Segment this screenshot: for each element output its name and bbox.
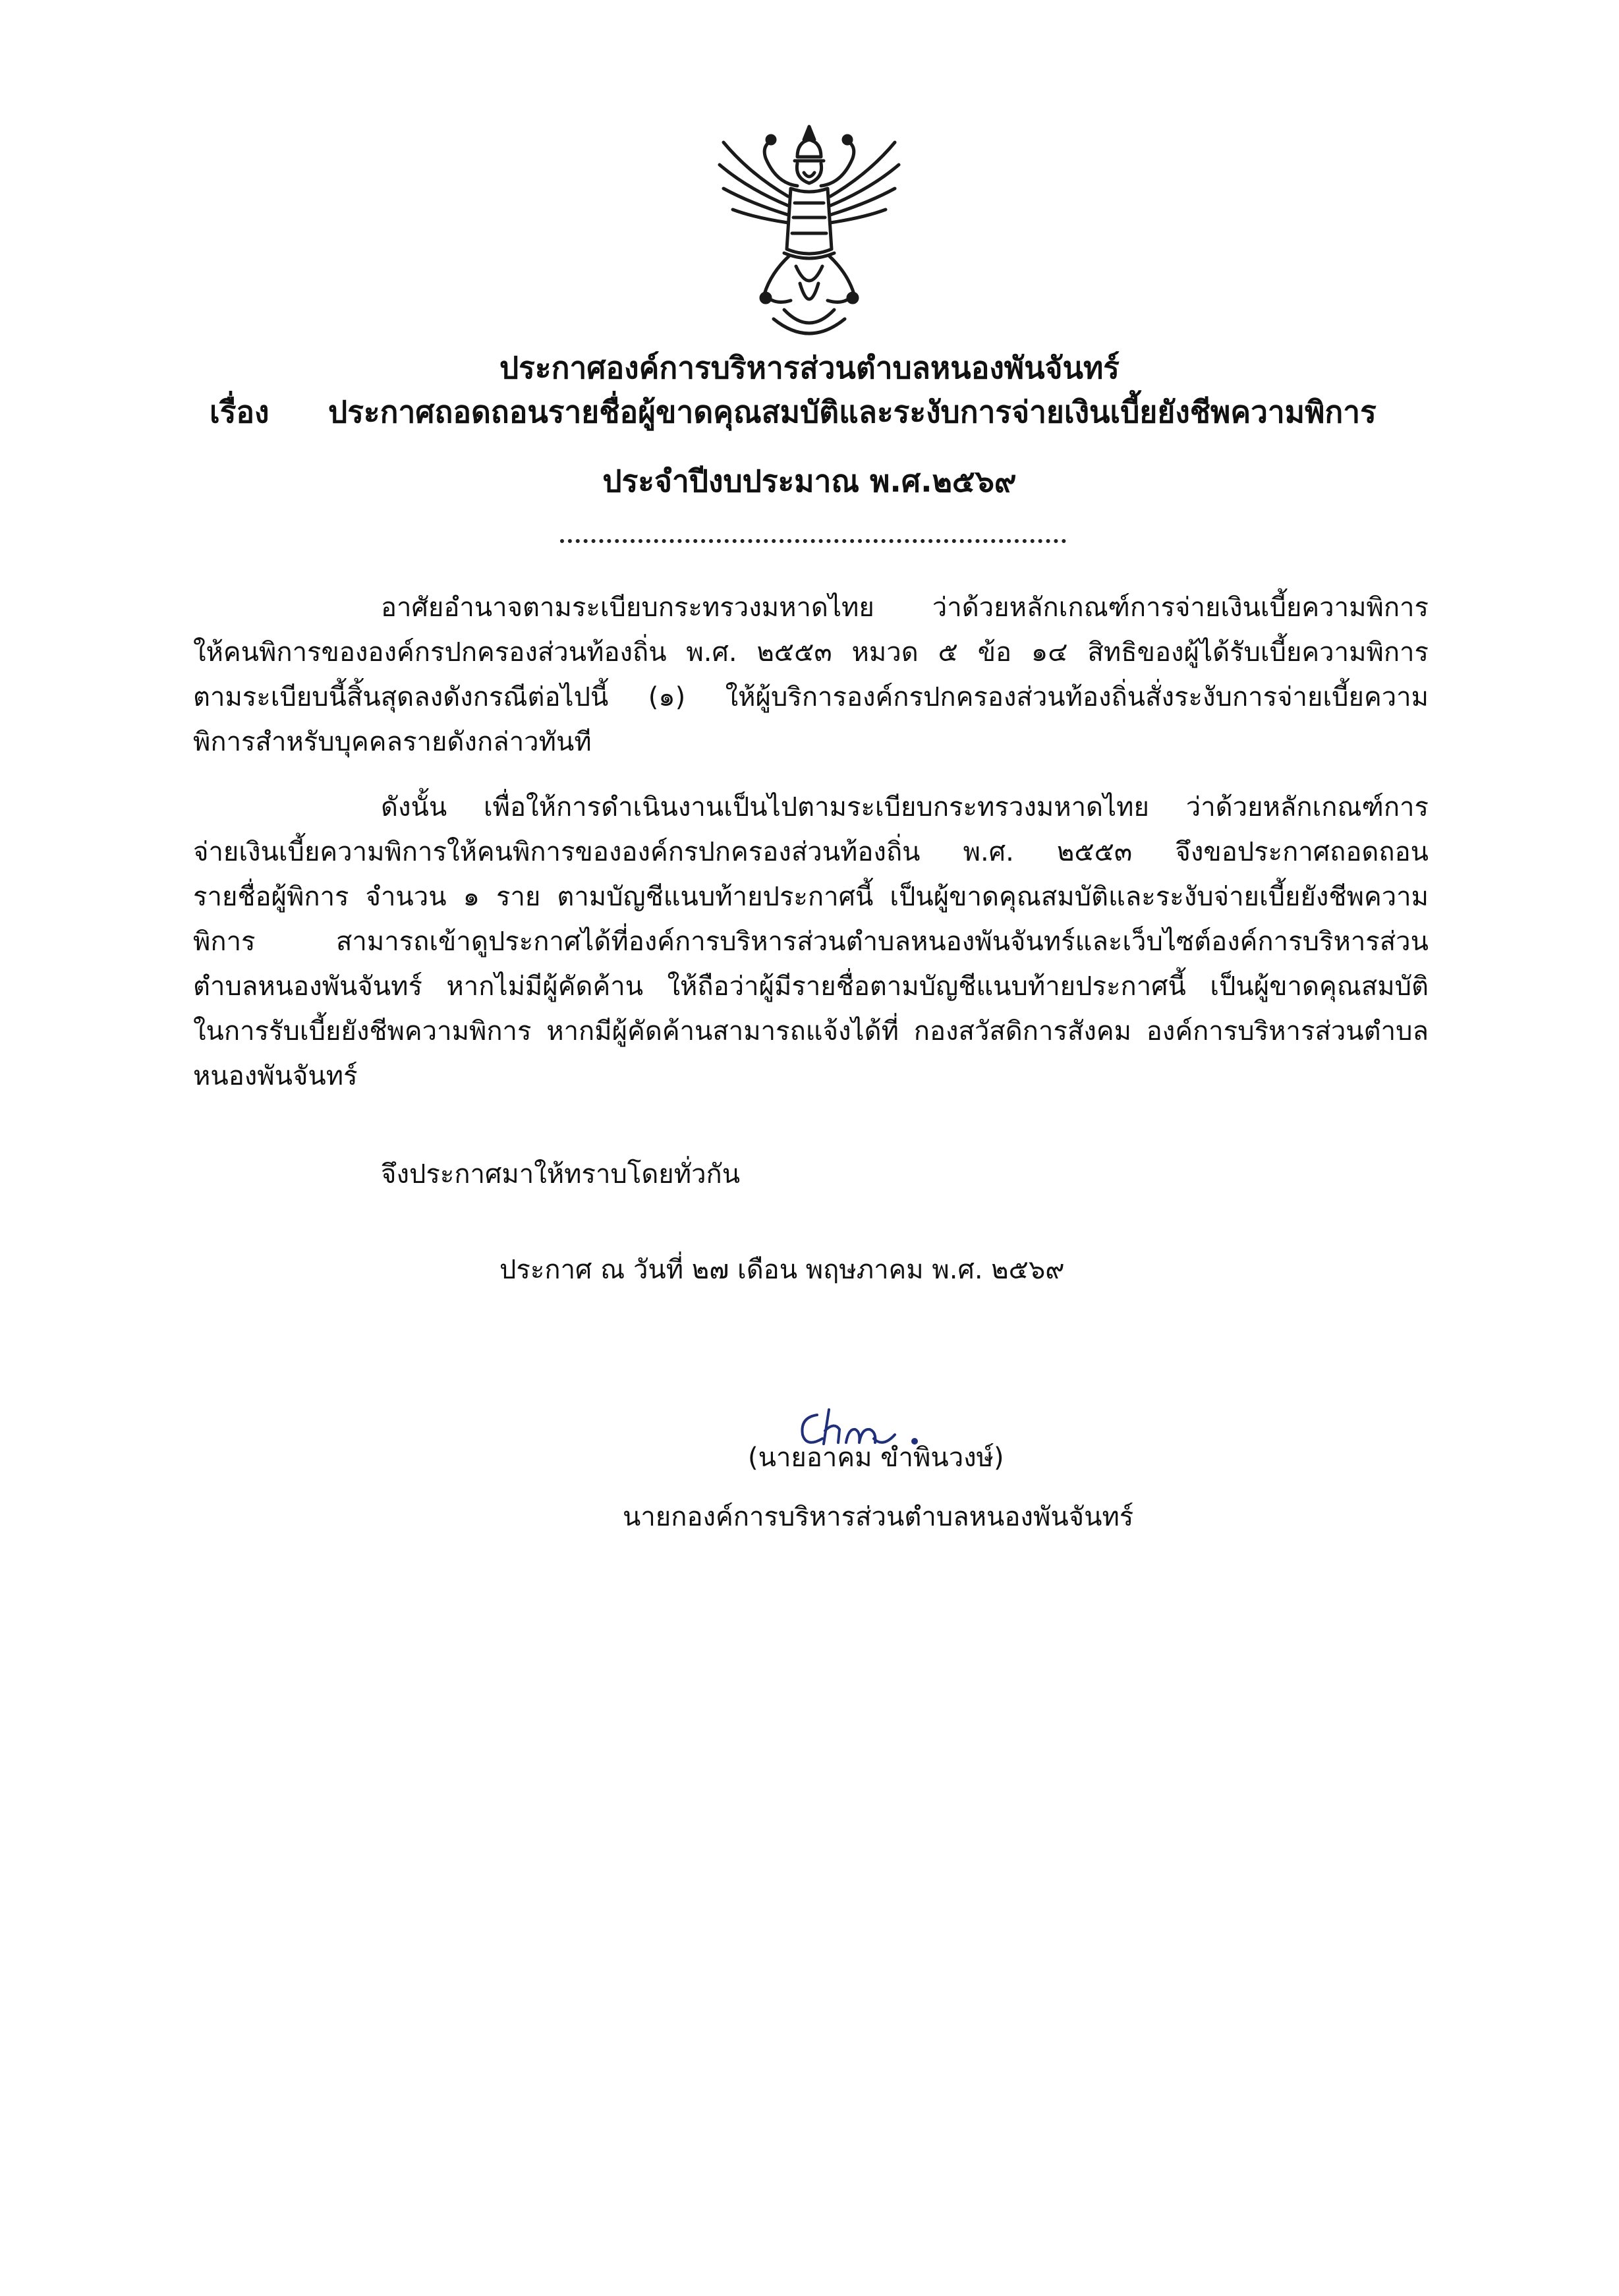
body-line: ดังนั้น เพื่อให้การดำเนินงานเป็นไปตามระเบียบกระทรวงมหาดไทย ว่าด้วยหลักเกณฑ์การ [381,792,1429,822]
signatory-position: นายกองค์การบริหารส่วนตำบลหนองพันจันทร์ [623,1502,1134,1532]
subject-text: ประกาศถอดถอนรายชื่อผู้ขาดคุณสมบัติและระงับการจ่ายเงินเบี้ยยังชีพความพิการ [328,394,1377,430]
separator-line [560,539,1066,543]
body-line: ในการรับเบี้ยยังชีพความพิการ หากมีผู้คัดค้านสามารถแจ้งได้ที่ กองสวัสดิการสังคม องค์การบริหารส่วนตำบล [193,1016,1429,1047]
body-line: พิการสำหรับบุคคลรายดังกล่าวทันที [193,727,592,757]
garuda-emblem-icon [710,117,908,348]
body-line: พิการ สามารถเข้าดูประกาศได้ที่องค์การบริหารส่วนตำบลหนองพันจันทร์และเว็บไซต์องค์การบริหารส่วน [193,927,1429,957]
body-line: รายชื่อผู้พิการ จำนวน ๑ ราย ตามบัญชีแนบท้ายประกาศนี้ เป็นผู้ขาดคุณสมบัติและระงับจ่ายเบี้ยยังชีพความ [193,882,1429,912]
signatory-name: (นายอาคม ขำพินวงษ์) [748,1443,1004,1473]
fiscal-year: ประจำปีงบประมาณ พ.ศ.๒๕๖๙ [602,463,1017,499]
body-line: จ่ายเงินเบี้ยความพิการให้คนพิการขององค์กรปกครองส่วนท้องถิ่น พ.ศ. ๒๕๕๓ จึงขอประกาศถอดถอน [193,837,1429,867]
body-line: ตามระเบียบนี้สิ้นสุดลงดังกรณีต่อไปนี้ (๑) ให้ผู้บริการองค์กรปกครองส่วนท้องถิ่นสั่งระงับการจ่ายเบี้ยความ [193,682,1429,712]
announcement-title: ประกาศองค์การบริหารส่วนตำบลหนองพันจันทร์ [499,350,1120,386]
subject-label: เรื่อง [210,394,270,430]
closing-statement: จึงประกาศมาให้ทราบโดยทั่วกัน [381,1159,741,1190]
body-line: ให้คนพิการขององค์กรปกครองส่วนท้องถิ่น พ.ศ. ๒๕๕๓ หมวด ๕ ข้อ ๑๔ สิทธิของผู้ได้รับเบี้ยความพิการ [193,637,1429,668]
body-line: หนองพันจันทร์ [193,1061,358,1091]
body-line: ตำบลหนองพันจันทร์ หากไม่มีผู้คัดค้าน ให้ถือว่าผู้มีรายชื่อตามบัญชีแนบท้ายประกาศนี้ เป็นผู้ขาดคุณสมบัติ [193,971,1429,1002]
announcement-date: ประกาศ ณ วันที่ ๒๗ เดือน พฤษภาคม พ.ศ. ๒๕๖๙ [499,1255,1065,1285]
body-line: อาศัยอำนาจตามระเบียบกระทรวงมหาดไทย ว่าด้วยหลักเกณฑ์การจ่ายเงินเบี้ยความพิการ [381,592,1429,623]
subject-line [210,386,1377,438]
